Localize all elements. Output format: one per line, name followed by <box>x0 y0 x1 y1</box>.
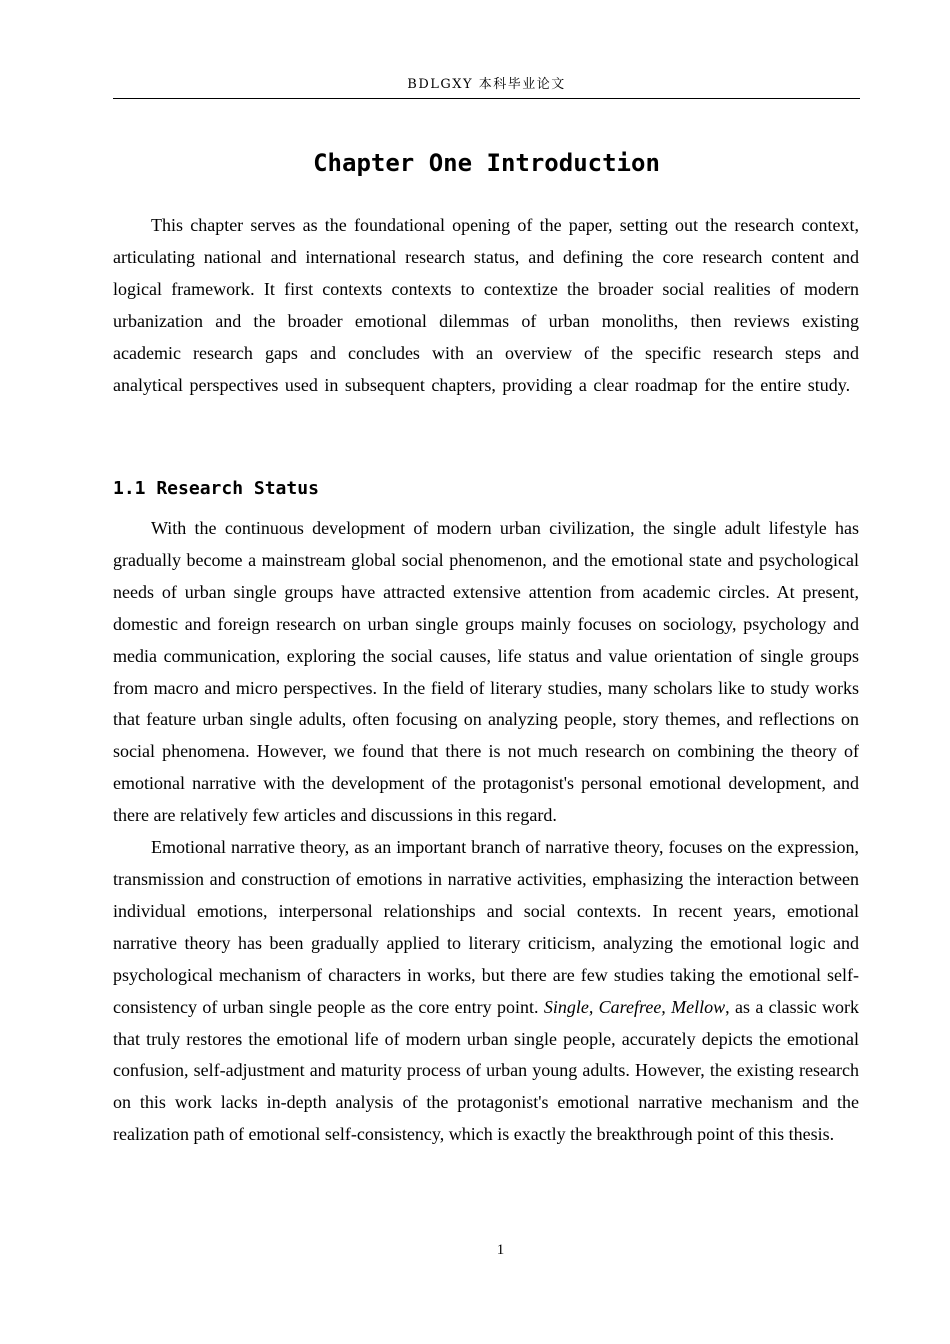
status-paragraph-1: With the continuous development of modern urban civilization, the single adult lifestyle has gradually become a mainstream global social phenomenon, and the emotional state and psychological needs of urban single groups have attracted extensive attention from academic circles. At present, domestic and foreign research on urban single groups mainly focuses on sociology, psychology and media communication, exploring the social causes, life status and value orientation of single groups from macro and micro perspectives. In the field of literary studies, many scholars like to study works that feature urban single adults, often focusing on analyzing people, story themes, and reflections on social phenomena. However, we found that there is not much research on combining the theory of emotional narrative with the development of the protagonist's personal emotional development, and there are relatively few articles and discussions in this regard. <box>113 518 859 826</box>
work-title: Single, Carefree, Mellow <box>543 996 726 1017</box>
section-title: 1.1 Research Status <box>113 478 319 499</box>
chapter-title: Chapter One Introduction <box>313 149 660 177</box>
intro-section <box>113 210 859 401</box>
research-status-section <box>113 513 859 1151</box>
intro-paragraph: This chapter serves as the foundational opening of the paper, setting out the research context, articulating national and international research status, and defining the core research content and logical framework. It first contexts contexts to contextize the broader social realities of modern urbanization and the broader emotional dilemmas of urban monoliths, then reviews existing academic research gaps and concludes with an overview of the specific research steps and analytical perspectives used in subsequent chapters, providing a clear roadmap for the entire study. <box>113 215 859 395</box>
status-paragraph-2-part-2: , as a classic work that truly restores the emotional life of modern urban single people, accurately depicts the emotional confusion, self-adjustment and maturity process of urban young adults. However, the existing research on this work lacks in-depth analysis of the protagonist's emotional narrative mechanism and the realization path of emotional self-consistency, which is exactly the breakthrough point of this thesis. <box>113 996 859 1145</box>
status-paragraph-2-part-1: Emotional narrative theory, as an important branch of narrative theory, focuses on the expression, transmission and construction of emotions in narrative activities, emphasizing the interaction between individual emotions, interpersonal relationships and social contexts. In recent years, emotional narrative theory has been gradually applied to literary criticism, analyzing the emotional logic and psychological mechanism of characters in works, but there are few studies taking the emotional self-consistency of urban single people as the core entry point. <box>113 837 859 1017</box>
status-paragraph-2 <box>113 832 859 1151</box>
page-number: 1 <box>496 1242 505 1258</box>
page-header: BDLGXY 本科毕业论文 <box>113 76 860 99</box>
